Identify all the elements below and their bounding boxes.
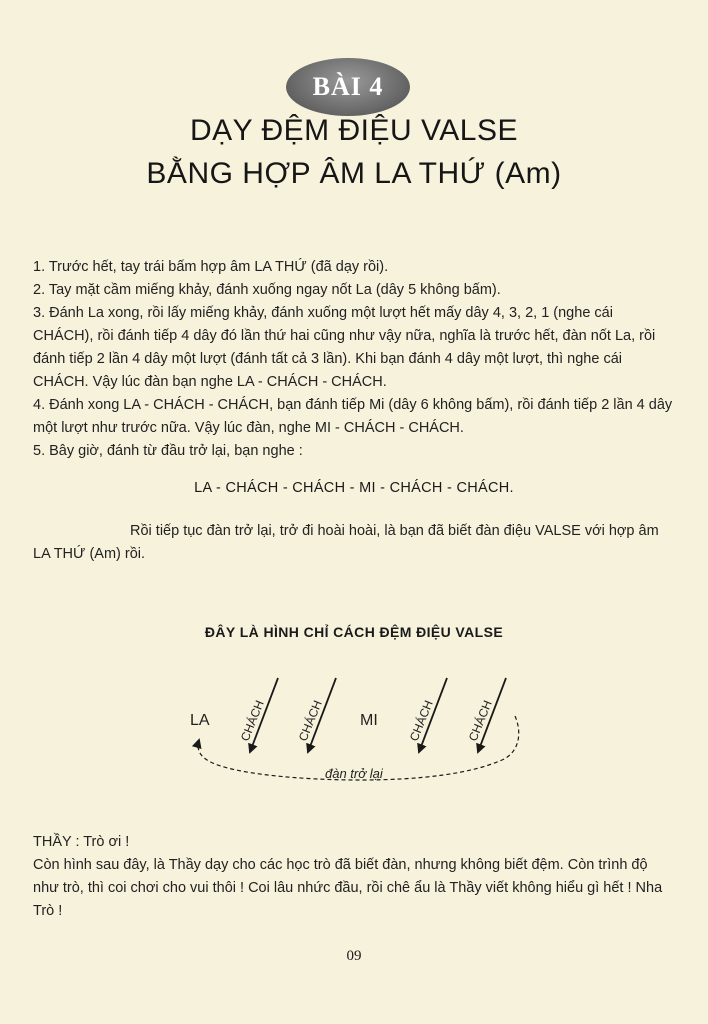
teacher-label: THẦY : Trò ơi ! bbox=[33, 834, 130, 850]
diagram-heading: ĐÂY LÀ HÌNH CHỈ CÁCH ĐỆM ĐIỆU VALSE bbox=[204, 624, 504, 640]
loop-label: đàn trở lại bbox=[325, 766, 383, 781]
page-number: 09 bbox=[346, 948, 362, 964]
instruction-item: 1. Trước hết, tay trái bấm hợp âm LA THỨ (đã dạy rồi). bbox=[33, 259, 389, 275]
title-line-2: BẰNG HỢP ÂM LA THỨ (Am) bbox=[146, 157, 562, 190]
instruction-item: 2. Tay mặt cầm miếng khảy, đánh xuống ngay nốt La (dây 5 không bấm). bbox=[33, 282, 501, 298]
teacher-note-text: Còn hình sau đây, là Thầy dạy cho các học trò đã biết đàn, nhưng không biết đệm. Còn trình độ như trò, thì coi chơi cho vui thôi ! Coi lâu nhức đầu, rồi chê ẩu là Thầy viết không hiểu gì hết ! Nha Trò ! bbox=[33, 857, 663, 919]
instructions-list bbox=[33, 256, 673, 463]
conclusion-paragraph bbox=[33, 520, 673, 566]
lesson-badge: BÀI 4 bbox=[286, 58, 410, 116]
title-line-1: DẠY ĐỆM ĐIỆU VALSE bbox=[190, 114, 518, 147]
instruction-item: 5. Bây giờ, đánh từ đầu trở lại, bạn nghe : bbox=[33, 443, 303, 459]
valse-strum-diagram bbox=[0, 660, 708, 810]
instruction-item: 3. Đánh La xong, rồi lấy miếng khảy, đánh xuống một lượt hết mấy dây 4, 3, 2, 1 (nghe cái CHÁCH), rồi đánh tiếp 4 dây đó lần thứ hai cũng như vậy nữa, nghĩa là trước hết, đàn nốt La, rồi đánh tiếp 2 lần 4 dây một lượt (đánh tất cả 3 lần). Khi bạn đánh 4 dây một lượt, thì nghe cái CHÁCH. Vậy lúc đàn bạn nghe LA - CHÁCH - CHÁCH. bbox=[33, 305, 656, 390]
strum-label: CHÁCH bbox=[295, 698, 325, 744]
instruction-item: 4. Đánh xong LA - CHÁCH - CHÁCH, bạn đánh tiếp Mi (dây 6 không bấm), rồi đánh tiếp 2 lần 4 dây một lượt như trước nữa. Vậy lúc đàn, nghe MI - CHÁCH - CHÁCH. bbox=[33, 397, 673, 436]
note-la-label: LA bbox=[190, 712, 210, 729]
strum-label: CHÁCH bbox=[406, 698, 436, 744]
strum-label: CHÁCH bbox=[465, 698, 495, 744]
note-mi-label: MI bbox=[360, 712, 378, 729]
teacher-note bbox=[33, 831, 673, 923]
strum-sequence: LA - CHÁCH - CHÁCH - MI - CHÁCH - CHÁCH. bbox=[194, 480, 514, 496]
strum-label: CHÁCH bbox=[237, 698, 267, 744]
conclusion-text: Rồi tiếp tục đàn trở lại, trở đi hoài hoài, là bạn đã biết đàn điệu VALSE với hợp âm LA THỨ (Am) rồi. bbox=[33, 523, 659, 562]
